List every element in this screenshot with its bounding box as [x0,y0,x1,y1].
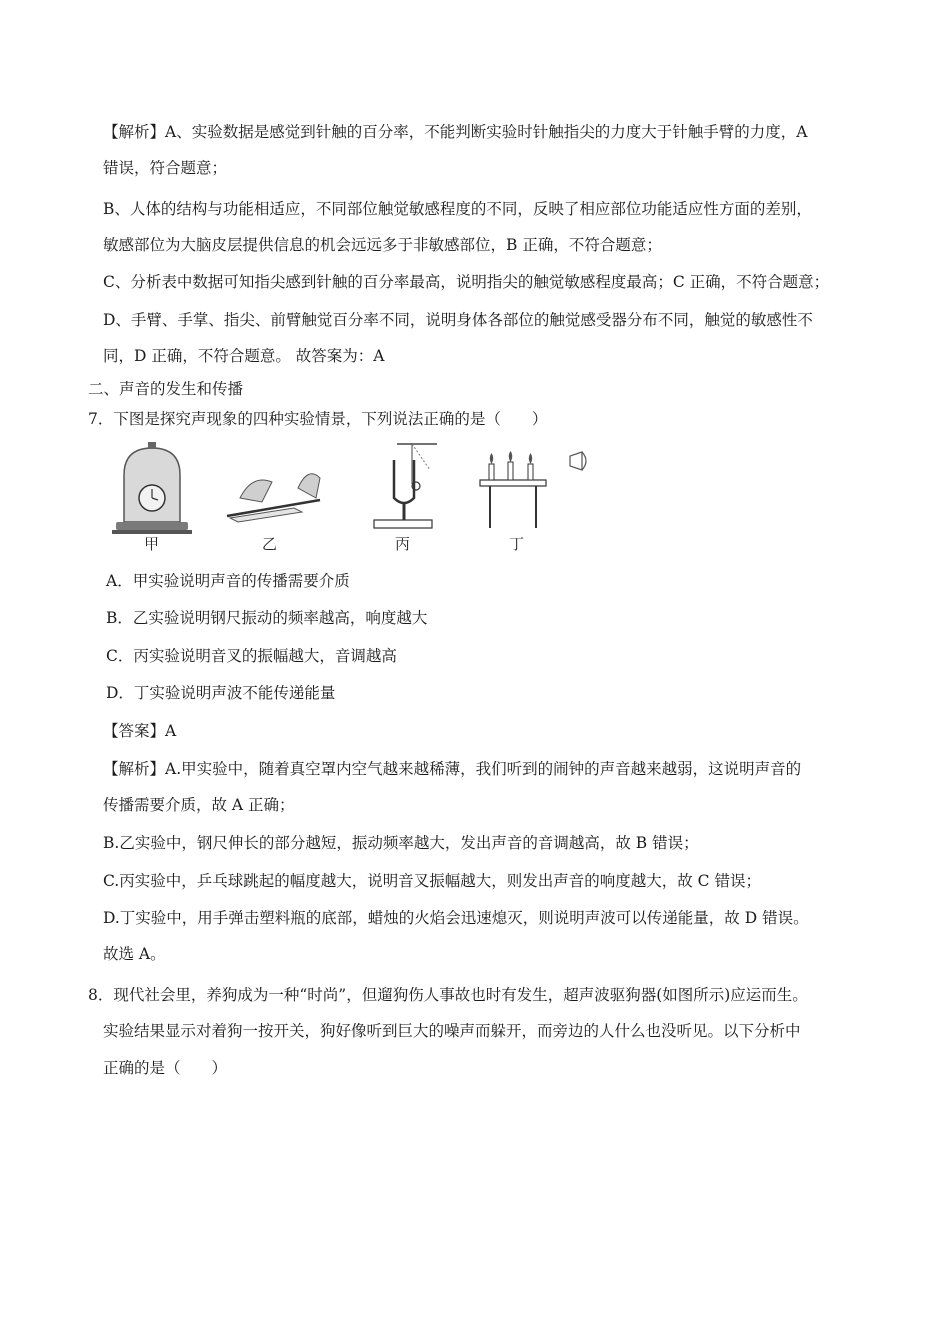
figure-label-jia: 甲 [144,535,160,553]
q7-option-d: D．丁实验说明声波不能传递能量 [106,684,336,702]
q7-analysis-line: D.丁实验中，用手弹击塑料瓶的底部，蜡烛的火焰会迅速熄灭，则说明声波可以传递能量，故 D 错误。 [103,909,809,927]
prev-analysis-line-6: D、手臂、手掌、指尖、前臂触觉百分率不同，说明身体各部位的触觉感受器分布不同，触觉的敏感性不 [103,311,813,329]
q7-analysis-line: 故选 A。 [103,945,166,963]
bell-jar-illustration [112,442,192,534]
candles-illustration [480,451,586,528]
prev-analysis-line-7: 同，D 正确，不符合题意。 故答案为：A [103,347,385,365]
figure-label-ding: 丁 [509,535,525,553]
q7-analysis-line: B.乙实验中，钢尺伸长的部分越短，振动频率越大，发出声音的音调越高，故 B 错误； [103,834,699,852]
q7-analysis-line: 传播需要介质，故 A 正确； [103,796,295,814]
q7-answer: 【答案】A [103,722,177,740]
q8-stem-line-3: 正确的是（ ） [103,1059,228,1077]
prev-analysis-line-4: 敏感部位为大脑皮层提供信息的机会远远多于非敏感部位，B 正确，不符合题意； [103,236,662,254]
q7-option-b: B．乙实验说明钢尺振动的频率越高，响度越大 [106,609,428,627]
tuning-fork-illustration [374,444,437,528]
q7-option-a: A．甲实验说明声音的传播需要介质 [106,572,350,590]
q7-stem: 7．下图是探究声现象的四种实验情景，下列说法正确的是（ ） [88,410,548,428]
prev-analysis-line-5: C、分析表中数据可知指尖感到针触的百分率最高，说明指尖的触觉敏感程度最高；C 正确，不符合题意； [103,273,830,291]
q7-figure [112,440,592,558]
figure-label-yi: 乙 [262,535,278,553]
prev-analysis-line-2: 错误，符合题意； [103,159,228,177]
figure-label-bing: 丙 [395,535,411,553]
prev-analysis-line-3: B、人体的结构与功能相适应，不同部位触觉敏感程度的不同，反映了相应部位功能适应性方面的差别， [103,200,812,218]
q7-analysis-line: 【解析】A.甲实验中，随着真空罩内空气越来越稀薄，我们听到的闹钟的声音越来越弱，这说明声音的 [103,760,802,778]
q8-stem-line-2: 实验结果显示对着狗一按开关，狗好像听到巨大的噪声而躲开，而旁边的人什么也没听见。以下分析中 [103,1022,801,1040]
section-title: 二、声音的发生和传播 [88,380,244,398]
prev-analysis-line-1: 【解析】A、实验数据是感觉到针触的百分率，不能判断实验时针触指尖的力度大于针触手臂的力度，A [103,123,808,141]
ruler-illustration [227,474,320,522]
q8-stem-line-1: 8．现代社会里，养狗成为一种“时尚”，但遛狗伤人事故也时有发生，超声波驱狗器(如图所示)应运而生。 [88,986,808,1004]
q7-analysis-line: C.丙实验中，乒乓球跳起的幅度越大，说明音叉振幅越大，则发出声音的响度越大，故 C 错误； [103,872,761,890]
q7-option-c: C．丙实验说明音叉的振幅越大，音调越高 [106,647,397,665]
